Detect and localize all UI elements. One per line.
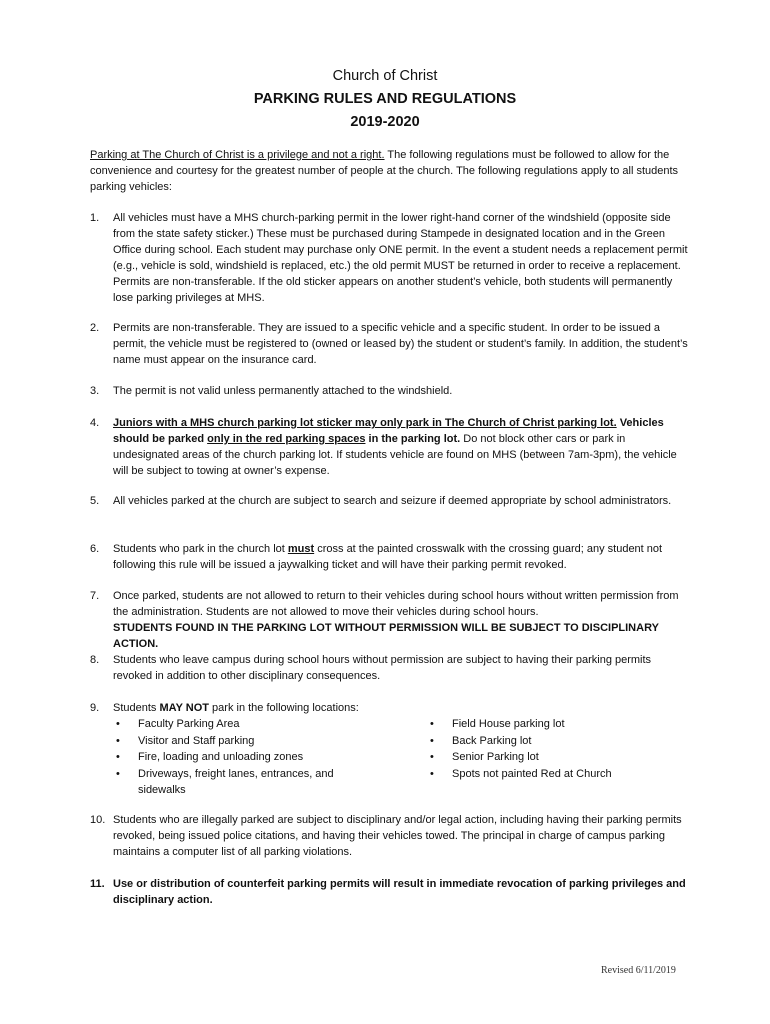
rule-4-emphasis: Juniors with a MHS church parking lot sticker may only park in The Church of Christ parking lot. (113, 417, 617, 429)
list-item-label: Faculty Parking Area (138, 718, 240, 730)
list-item-label: Back Parking lot (452, 734, 532, 747)
rule-4-rest: Do not block other cars or park in undesignated areas of the church parking lot. If students vehicle are found on MHS (between 7am-3pm), the vehicle will be subject to towing at owner’s expense. (113, 433, 677, 477)
rule-4-red-spaces: only in the red parking spaces (207, 433, 366, 445)
rule-9-rest: park in the following locations: (209, 702, 359, 714)
rule-number: 9. (90, 702, 100, 714)
list-item (116, 766, 376, 799)
revised-date: Revised 6/11/2019 (601, 965, 676, 976)
page-title: PARKING RULES AND REGULATIONS (253, 91, 517, 107)
list-item-label: Visitor and Staff parking (138, 734, 255, 747)
rule-text (113, 415, 689, 479)
bullet-icon: • (116, 767, 120, 780)
rule-6-start: Students who park in the church lot (113, 543, 288, 555)
rule-7-warning: STUDENTS FOUND IN THE PARKING LOT WITHOUT PERMISSION WILL BE SUBJECT TO DISCIPLINARY ACTION. (113, 622, 659, 650)
list-item-label: Field House parking lot (452, 718, 565, 730)
intro-rest: The following regulations must be followed to allow for the convenience and courtesy for the greatest number of people at the church. The following regulations apply to all students parking vehicles: (90, 149, 679, 193)
bullet-list-left (116, 716, 376, 799)
list-item (116, 733, 376, 750)
rule-number: 11. (90, 878, 105, 890)
rule-6-rest: cross at the painted crosswalk with the crossing guard; any student not following this rule will be issued a jaywalking ticket and will have their parking permit revoked. (113, 543, 663, 571)
list-item (430, 749, 690, 766)
org-title: Church of Christ (332, 68, 438, 84)
rule-number: 1. (90, 212, 100, 224)
list-item (430, 766, 690, 783)
bullet-list-right (430, 716, 690, 782)
rule-text (113, 588, 689, 652)
rule-number: 6. (90, 543, 100, 555)
rule-6-must: must (287, 543, 315, 555)
rule-number: 7. (90, 590, 100, 602)
list-item-label: Fire, loading and unloading zones (138, 751, 304, 763)
list-item (430, 733, 690, 750)
rule-7-text: Once parked, students are not allowed to return to their vehicles during school hours without written permission from the administration. Students are not allowed to move their vehicles during school hours. (113, 590, 679, 618)
rule-text: The permit is not valid unless permanently attached to the windshield. (113, 385, 453, 397)
rule-9-start: Students (113, 702, 160, 714)
rule-text: All vehicles must have a MHS church-parking permit in the lower right-hand corner of the windshield (opposite side from the state safety sticker.) These must be purchased during Stampede in designated location and in the Green Office during school. Each student may purchase only ONE permit. In the event a student needs a replacement permit (e.g., vehicle is sold, windshield is replaced, etc.) the old permit MUST be returned in order to receive a replacement. Permits are non-transferable. If the old sticker appears on another student’s vehicle, both students will permanently lose parking privileges at MHS. (113, 212, 688, 304)
rule-text: All vehicles parked at the church are subject to search and seizure if deemed appropriate by school administrators. (113, 495, 672, 507)
rule-text: Permits are non-transferable. They are issued to a specific vehicle and a specific student. In order to be issued a permit, the vehicle must be registered to (owned or leased by) the student or student’s family. In addition, the student’s name must appear on the insurance card. (113, 322, 688, 366)
bullet-icon: • (430, 767, 434, 780)
rule-text: Students who are illegally parked are subject to disciplinary and/or legal action, including having their parking permits revoked, being issued police citations, and having their vehicles towed. The principal in charge of campus parking maintains a computer list of all parking violations. (113, 814, 682, 858)
rule-text: Use or distribution of counterfeit parking permits will result in immediate revocation of parking privileges and disciplinary action. (113, 878, 686, 906)
rule-text: Students who leave campus during school hours without permission are subject to having their parking permits revoked in addition to other disciplinary consequences. (113, 654, 652, 682)
rule-9-may-not: MAY NOT (159, 702, 209, 714)
bullet-icon: • (430, 734, 434, 747)
list-item (430, 716, 690, 733)
bullet-icon: • (116, 718, 120, 730)
list-item-label: Spots not painted Red at Church (452, 767, 612, 780)
rule-text (113, 700, 689, 716)
rule-number: 8. (90, 654, 100, 666)
rule-number: 4. (90, 417, 100, 429)
list-item (116, 749, 376, 766)
list-item-label: Senior Parking lot (452, 751, 539, 763)
rule-text (113, 541, 689, 573)
rule-number: 10. (90, 814, 106, 826)
rule-number: 5. (90, 495, 100, 507)
rule-4-bold: Vehicles should be parked (113, 417, 664, 445)
intro-paragraph (90, 147, 690, 195)
list-item (116, 716, 376, 733)
intro-lead: Parking at The Church of Christ is a privilege and not a right. (90, 149, 385, 161)
bullet-icon: • (430, 751, 434, 763)
bullet-icon: • (430, 718, 434, 730)
rule-number: 2. (90, 322, 100, 334)
list-item-label: Driveways, freight lanes, entrances, and sidewalks (138, 767, 334, 796)
bullet-icon: • (116, 734, 120, 747)
school-year: 2019-2020 (350, 114, 420, 130)
rule-number: 3. (90, 385, 100, 397)
bullet-icon: • (116, 751, 120, 763)
rule-4-bold-end: in the parking lot. (365, 433, 461, 445)
